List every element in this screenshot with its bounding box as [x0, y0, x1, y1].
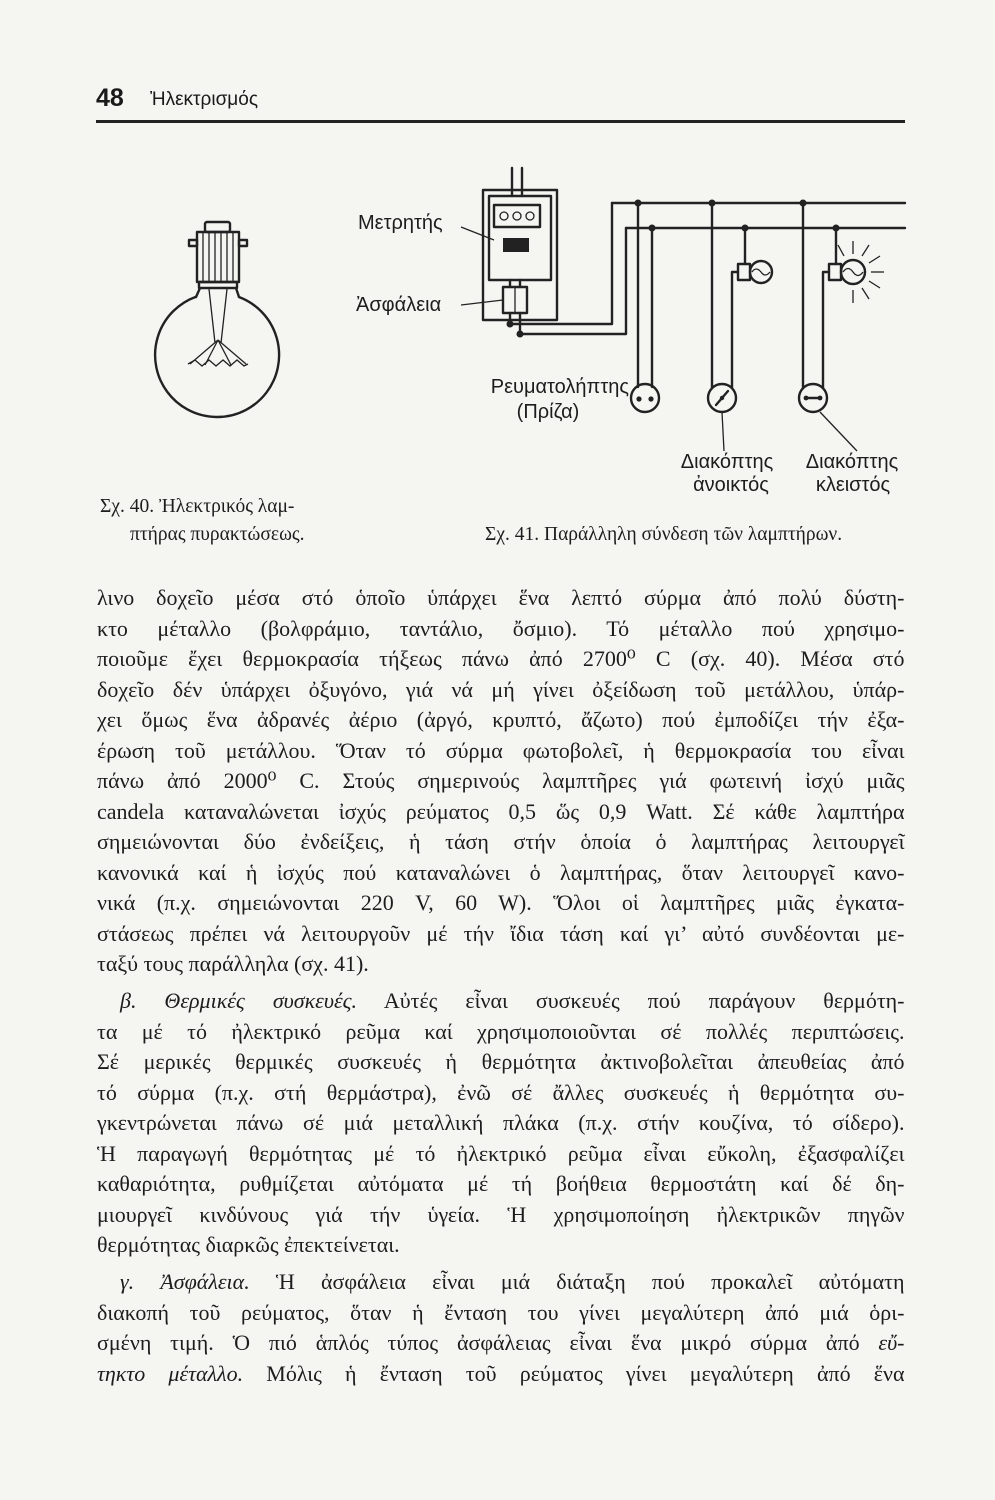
text-line-content: νικά (π.χ. σημειώνονται 220 V, 60 W). Ὅλοι οἱ λαμπτῆρες μιᾶς ἐγκατα-: [97, 890, 905, 915]
switch-closed-contact: [804, 396, 809, 401]
text-line-content: στάσεως πρέπει νά λειτουργοῦν μέ τήν ἴδια τάση καί γι’ αὐτό συνδέονται με-: [97, 920, 905, 946]
text-line: [97, 614, 905, 645]
meter-counter-window: [494, 205, 540, 227]
switch-open-label-line-2: ἀνοικτός: [693, 474, 769, 496]
junction-dot: [800, 200, 807, 207]
socket-hole: [648, 396, 653, 401]
text-line: [97, 949, 905, 980]
figure-40-caption-line-1: Σχ. 40. Ἠλεκτρικός λαμ-: [100, 496, 295, 517]
italic-term: τηκτο μέταλλο.: [97, 1360, 244, 1386]
junction-dot: [833, 225, 840, 232]
light-ray: [862, 288, 869, 299]
text-line: [97, 858, 905, 889]
light-ray: [838, 245, 844, 256]
text-line: [120, 1267, 905, 1298]
text-line: [97, 766, 905, 797]
text-line-content: candela καταναλώνεται ἰσχύς ρεύματος 0,5 ὥς 0,9 Watt. Σέ κάθε λαμπτήρα: [97, 798, 905, 824]
text-line-content: [97, 1359, 905, 1390]
text-line: [97, 644, 905, 675]
text-line-content: πάνω ἀπό 2000⁰ C. Στούς σημερινούς λαμπτῆρες γιά φωτεινή ἰσχύ μιᾶς: [97, 768, 905, 793]
light-ray: [869, 281, 880, 288]
text-line: [97, 736, 905, 767]
junction-dot: [649, 225, 656, 232]
text-line: [97, 797, 905, 828]
text-line: [97, 1139, 905, 1170]
text-line: [97, 1078, 905, 1109]
lamp-figure: [100, 222, 305, 545]
figure-40-caption-line-2: πτήρας πυρακτώσεως.: [130, 524, 305, 545]
text-line: [97, 1017, 905, 1048]
text-run: σμένη τιμή. Ὁ πιό ἁπλός τύπος ἀσφάλειας εἶναι ἕνα μικρό σύρμα ἀπό: [97, 1330, 879, 1355]
bayonet-pin-right: [239, 240, 247, 246]
junction-dot: [507, 321, 514, 328]
page-number: 48: [96, 84, 124, 112]
text-line: [97, 1108, 905, 1139]
text-line: [97, 1298, 905, 1329]
line-wire: [510, 203, 612, 324]
fuse-label: Ἀσφάλεια: [356, 294, 442, 316]
light-rays: [838, 241, 884, 303]
socket-hole: [636, 396, 641, 401]
lamp-neck-ring: [199, 282, 237, 288]
text-line: [97, 1169, 905, 1200]
text-line-content: [97, 1328, 905, 1359]
switch-closed-to-lamp-wire: [823, 272, 829, 388]
text-line: [97, 705, 905, 736]
text-line: [97, 827, 905, 858]
running-title: Ἠλεκτρισμός: [150, 89, 258, 110]
lamp-cap-top: [205, 222, 230, 232]
text-line-content: έρωση τοῦ μετάλλου. Ὅταν τό σύρμα φωτοβολεῖ, ἡ θερμοκρασία του εἶναι: [97, 737, 905, 763]
switch-closed-leader: [820, 412, 857, 451]
switch-closed-label-line-2: κλειστός: [815, 474, 891, 496]
socket: [631, 384, 659, 412]
socket-label-line-2: (Πρίζα): [516, 401, 580, 423]
filament-support: [221, 289, 227, 343]
lamp-base-hatching: [203, 233, 233, 281]
text-line: [97, 888, 905, 919]
text-line-content: καθαριότητα, ρυθμίζεται αὐτόματα μέ τή βοήθεια θερμοστάτη καί δέ δη-: [97, 1171, 905, 1196]
text-line: [97, 675, 905, 706]
text-line-content: Σέ μερικές θερμικές συσκευές ἡ θερμότητα ἀκτινοβολεῖται ἀπευθείας ἀπό: [97, 1049, 905, 1074]
text-line: [97, 919, 905, 950]
paragraph-heating-devices: [97, 986, 905, 1261]
lamp-2-filament: [843, 269, 863, 276]
text-line: [120, 986, 905, 1017]
text-line-content: σημειώνονται δύο ἐνδείξεις, ἡ τάση στήν ὁποία ὁ λαμπτήρας λειτουργεῖ: [97, 829, 905, 854]
text-line: [97, 1230, 905, 1261]
section-heading: β. Θερμικές συσκευές.: [120, 988, 358, 1013]
text-line-content: μιουργεῖ κινδύνους γιά τήν ὑγεία. Ἡ χρησιμοποίηση ἠλεκτρικῶν πηγῶν: [97, 1201, 905, 1227]
socket-label-line-1: Ρευματολήπτης: [490, 376, 629, 398]
figure-41-caption: Σχ. 41. Παράλληλη σύνδεση τῶν λαμπτήρων.: [485, 524, 843, 545]
text-run: Αὐτές εἶναι συσκευές πού παράγουν θερμότη-: [357, 988, 905, 1013]
light-ray: [869, 256, 880, 263]
text-line-content: [120, 1267, 905, 1298]
italic-term: εὔ-: [878, 1330, 905, 1355]
text-line-content: λινο δοχεῖο μέσα στό ὁποῖο ὑπάρχει ἕνα λεπτό σύρμα ἀπό πολύ δύστη-: [97, 585, 905, 610]
switch-open-label-line-1: Διακόπτης: [680, 451, 774, 473]
text-line: [97, 1200, 905, 1231]
text-line-content: δοχεῖο δέν ὑπάρχει ὀξυγόνο, γιά νά μή γίνει ὀξείδωση τοῦ μετάλλου, ὑπάρ-: [97, 676, 905, 702]
lamp-1-filament: [752, 269, 770, 275]
paragraph-lamp: [97, 583, 905, 980]
filament-support: [209, 289, 215, 343]
switch-open-to-lamp-wire: [732, 272, 738, 388]
switch-open-leader: [722, 412, 724, 451]
text-line: [97, 1328, 905, 1359]
section-heading: γ. Ἀσφάλεια.: [120, 1269, 250, 1294]
text-line-content: Ἡ παραγωγή θερμότητας μέ τό ἠλεκτρικό ρεῦμα εἶναι εὔκολη, ἐξασφαλίζει: [97, 1140, 905, 1166]
text-line-content: ταξύ τους παράλληλα (σχ. 41).: [97, 951, 369, 976]
figures-area: [0, 0, 995, 560]
text-line-content: κανονικά καί ἡ ἰσχύς πού καταναλώνει ὁ λαμπτήρας, ὅταν λειτουργεῖ κανο-: [97, 859, 905, 885]
text-line-content: [120, 986, 905, 1017]
light-ray: [862, 245, 869, 256]
text-line-content: ποιοῦμε ἔχει θερμοκρασία τήξεως πάνω ἀπό 2700⁰ C (σχ. 40). Μέσα στό: [97, 646, 905, 671]
switch-open-pivot: [720, 396, 724, 400]
text-line: [97, 583, 905, 614]
lamp-neck-right: [236, 288, 239, 297]
text-run: Ἡ ἀσφάλεια εἶναι μιά διάταξη πού προκαλεῖ αὐτόματη: [249, 1269, 905, 1294]
filament-wire: [188, 360, 248, 366]
paragraph-fuse: [97, 1267, 905, 1389]
circuit-figure: [356, 168, 905, 545]
lamp-1-base: [738, 264, 750, 280]
text-line: [97, 1359, 905, 1390]
lamp-2-base: [829, 264, 841, 280]
lamp-glass-bulb: [155, 297, 279, 417]
text-line: [97, 1047, 905, 1078]
counter-wheel: [500, 212, 508, 220]
counter-wheel: [526, 212, 534, 220]
text-line-content: κτο μέταλλο (βολφράμιο, ταντάλιο, ὄσμιο). Τό μέταλλο πού χρησιμο-: [97, 615, 905, 641]
bayonet-pin-left: [189, 240, 197, 246]
text-line-content: θερμότητας διαρκῶς ἐπεκτείνεται.: [97, 1232, 400, 1257]
text-run: Μόλις ἡ ἔνταση τοῦ ρεύματος γίνει μεγαλύτερη ἀπό ἕνα: [243, 1360, 905, 1386]
text-line-content: διακοπή τοῦ ρεύματος, ὅταν ἡ ἔνταση του γίνει μεγαλύτερη ἀπό μιά ὁρι-: [97, 1299, 905, 1325]
junction-dot: [742, 225, 749, 232]
switch-closed-label-line-1: Διακόπτης: [805, 451, 899, 473]
switch-closed-contact: [818, 396, 823, 401]
counter-wheel: [513, 212, 521, 220]
junction-dot: [635, 200, 642, 207]
junction-dot: [517, 331, 524, 338]
meter-label: Μετρητής: [358, 212, 443, 234]
text-line-content: τό σύρμα (π.χ. στή θερμάστρα), ἐνῶ σέ ἄλλες συσκευές ἡ θερμότητα συ-: [97, 1079, 905, 1105]
text-line-content: χει ὅμως ἕνα ἀδρανές ἀέριο (ἀργό, κρυπτό, ἄζωτο) πού ἐμποδίζει τήν ἐξα-: [97, 707, 905, 732]
junction-dot: [709, 200, 716, 207]
lamp-neck-left: [196, 288, 200, 297]
meter-disc-window: [503, 238, 529, 252]
text-line-content: τα μέ τό ἠλεκτρικό ρεῦμα καί χρησιμοποιοῦνται σέ πολλές περιπτώσεις.: [97, 1018, 905, 1044]
text-line-content: γκεντρώνεται πάνω σέ μιά μεταλλική πλάκα (π.χ. στήν κουζίνα, τό σίδερο).: [97, 1110, 905, 1135]
